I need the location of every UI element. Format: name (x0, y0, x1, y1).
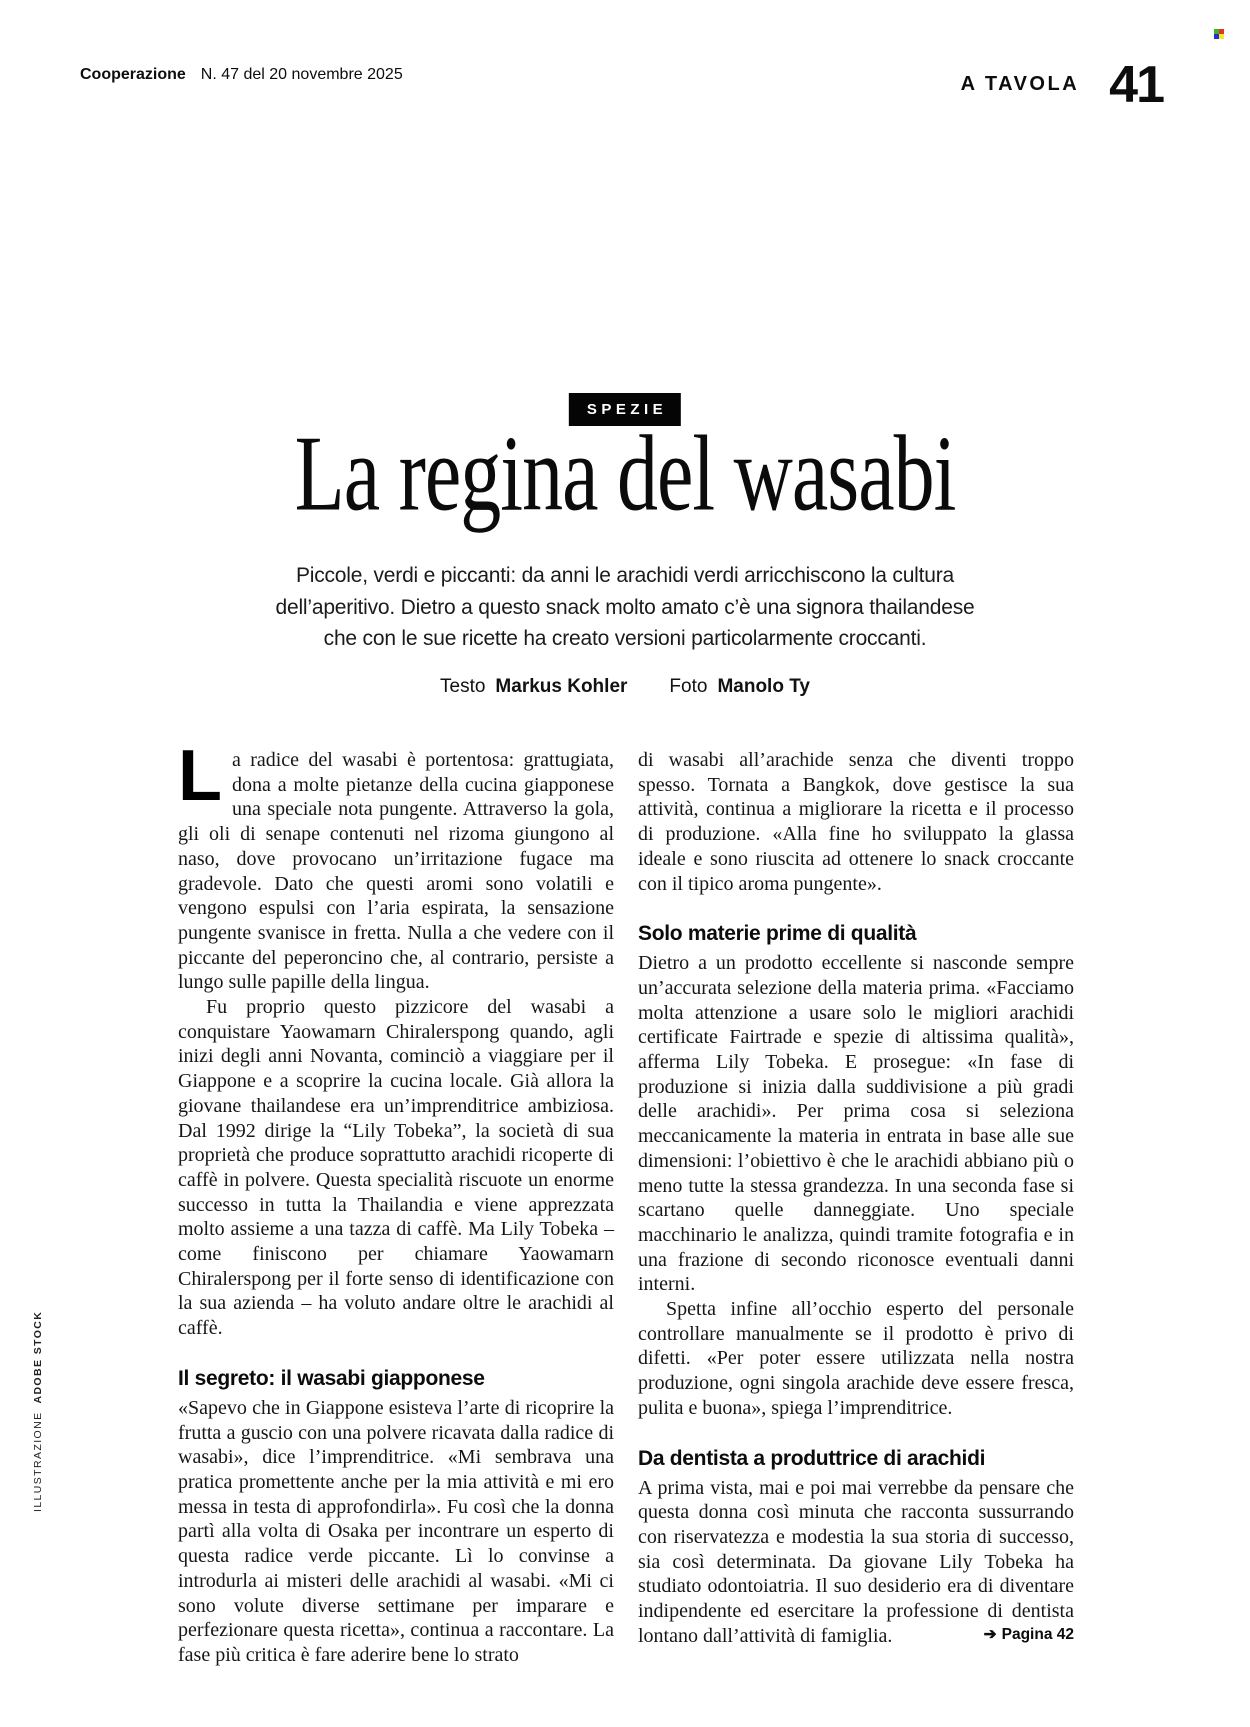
byline-photo-label: Foto (669, 676, 708, 697)
byline-text-label: Testo (440, 676, 486, 697)
regmark-yellow (1219, 34, 1224, 39)
color-registration-mark-icon (1214, 29, 1224, 39)
body-column-left (178, 736, 614, 1668)
standfirst-line: dell’aperitivo. Dietro a questo snack molto amato c’è una signora thailandese (275, 595, 975, 619)
article-title (0, 413, 1250, 534)
publication-name: Cooperazione (80, 66, 186, 83)
paragraph: «Sapevo che in Giappone esisteva l’arte di ricoprire la frutta a guscio con una polvere ricavata dalla radice di wasabi», dice l’imprenditrice. «Mi sembrava una pratica promettente anche per la mia attività e mi ero messa in testa di approfondirla». Fu così che la donna partì alla volta di Osaka per incontrare un esperto di questa radice verde piccante. Lì lo convinse a introdurla ai misteri delle arachidi al wasabi. «Mi ci sono volute diverse settimane per imparare e perfezionare questa ricetta», continua a raccontare. La fase più critica è fare aderire bene lo strato (178, 1396, 614, 1666)
byline-author: Markus Kohler (495, 676, 628, 697)
issue-date: N. 47 del 20 novembre 2025 (200, 66, 403, 83)
byline (0, 676, 1250, 698)
arrow-right-icon: ➔ (983, 1625, 997, 1643)
subhead-da-dentista: Da dentista a produttrice di arachidi (638, 1446, 986, 1470)
masthead (80, 66, 403, 84)
standfirst (0, 560, 1250, 655)
paragraph: Dietro a un prodotto eccellente si nasconde sempre un’accurata selezione della materia prima. «Facciamo molta attenzione a usare solo le migliori arachidi certificate Fairtrade e spezie di altissima qualità», afferma Lily Tobeka. E prosegue: «In fase di produzione si inizia dalla suddivisione a più gradi delle arachidi». Per prima cosa si seleziona meccanicamente la materia in entrata in base alle sue dimensioni: l’obiettivo è che le arachidi abbiano più o meno tutte la stessa grandezza. In una seconda fase si scartano quelle danneggiate. Uno speciale macchinario le analizza, quindi tramite fotografia e in una frazione di secondo riconosce eventuali danni interni. (638, 952, 1074, 1296)
credit-label: ILLUSTRAZIONE (32, 1411, 44, 1512)
paragraph: Spetta infine all’occhio esperto del personale controllare manualmente se il prodotto è privo di difetti. «Per poter essere utilizzata nella nostra produzione, ogni singola arachide deve essere fresca, pulita e buona», spiega l’imprenditrice. (638, 1298, 1074, 1419)
paragraph: di wasabi all’arachide senza che diventi troppo spesso. Tornata a Bangkok, dove gestisce la sua attività, continua a migliorare la ricetta e il processo di produzione. «Alla fine ho sviluppato la glassa ideale e sono riuscita ad ottenere lo snack croccante con il tipico aroma pungente». (638, 749, 1074, 895)
continuation-label: Pagina 42 (1001, 1625, 1074, 1643)
kicker-badge: SPEZIE (569, 393, 681, 426)
page-number: 41 (1109, 56, 1163, 114)
paragraph (178, 736, 614, 995)
standfirst-line: che con le sue ricette ha creato versioni particolarmente croccanti. (323, 627, 927, 650)
article-title-text: La regina del wasabi (294, 413, 956, 534)
continuation-marker (974, 1623, 1074, 1648)
paragraph-text: a radice del wasabi è portentosa: grattugiata, dona a molte pietanze della cucina giapponese una speciale nota pungente. Attraverso la gola, gli oli di senape contenuti nel rizoma giungono al naso, dove provocano un’irritazione fugace ma gradevole. Dato che questi aromi sono volatili e vengono espulsi con l’aria espirata, la sensazione pungente svanisce in fretta. Nulla a che vedere con il piccante del peperoncino che, al contrario, persiste a lungo sulle papille della lingua. (178, 749, 614, 994)
standfirst-line: Piccole, verdi e piccanti: da anni le arachidi verdi arricchiscono la cultura (295, 564, 955, 587)
credit-agency: ADOBE STOCK (32, 1310, 44, 1404)
illustration-credit (32, 1311, 44, 1512)
byline-photographer: Manolo Ty (717, 676, 810, 697)
paragraph: Fu proprio questo pizzicore del wasabi a conquistare Yaowamarn Chiralerspong quando, agli inizi degli anni Novanta, cominciò a viaggiare per il Giappone e a scoprire la cucina locale. Già allora la giovane thailandese era un’imprenditrice ambiziosa. Dal 1992 dirige la “Lily Tobeka”, la società di sua proprietà che produce soprattutto arachidi ricoperte di caffè in polvere. Questa specialità riscuote un enorme successo in tutta la Thailandia e viene apprezzata molto assieme a una tazza di caffè. Ma Lily Tobeka – come finiscono per chiamare Yaowamarn Chiralerspong per il forte senso di identificazione con la sua azienda – ha voluto andare oltre le arachidi al caffè. (178, 996, 614, 1340)
paragraph: A prima vista, mai e poi mai verrebbe da pensare che questa donna così minuta che racconta sussurrando con riservatezza e modestia la sua storia di successo, sia così determinata. Da giovane Lily Tobeka ha studiato odontoiatria. Il suo desiderio era di diventare indipendente ed esercitare la professione di dentista lontano dall’attività di famiglia. (638, 1476, 1074, 1647)
subhead-solo-materie: Solo materie prime di qualità (638, 922, 917, 946)
folio (960, 56, 1163, 114)
body-column-right (638, 748, 1074, 1649)
section-label: A TAVOLA (960, 73, 1080, 95)
drop-cap: L (178, 736, 222, 816)
subhead-il-segreto: Il segreto: il wasabi giapponese (178, 1366, 485, 1390)
